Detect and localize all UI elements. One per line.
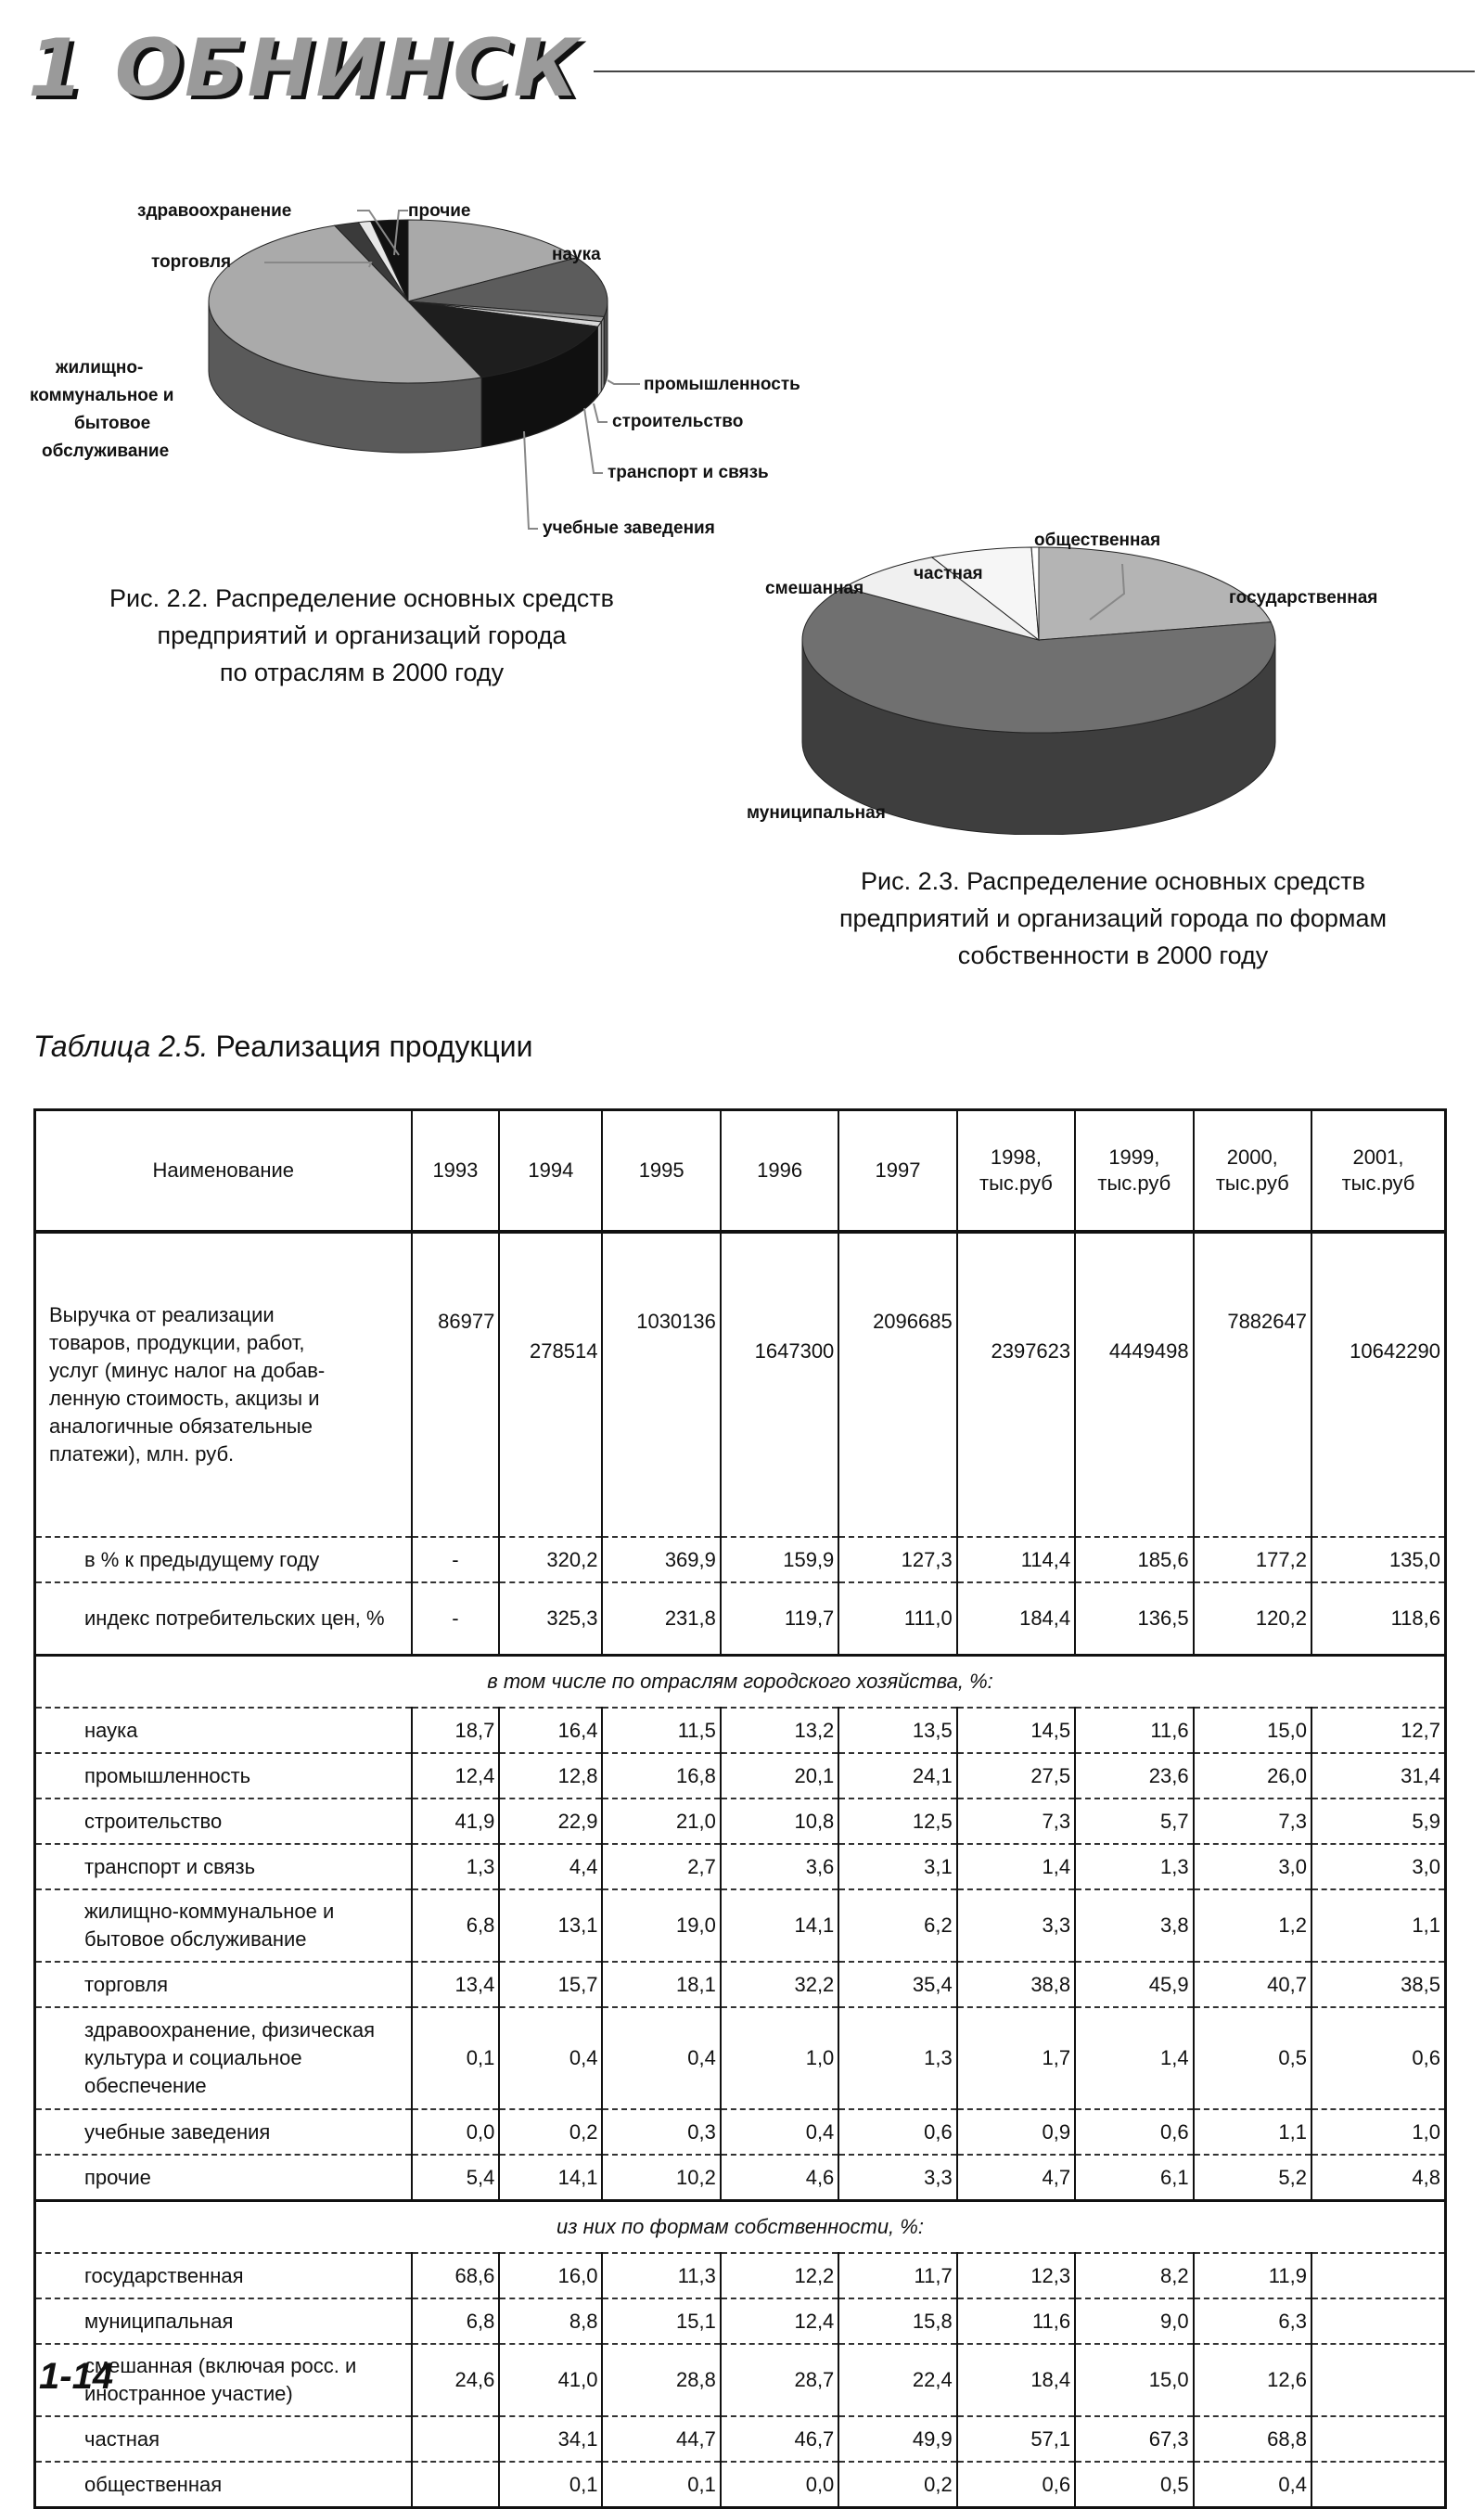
header-line: тыс.руб bbox=[1097, 1171, 1171, 1195]
label-housing-1: жилищно- bbox=[56, 358, 144, 378]
cell-value: 1,0 bbox=[1311, 2109, 1446, 2155]
header-line: тыс.руб bbox=[1341, 1171, 1415, 1195]
cell-value: 22,4 bbox=[838, 2344, 956, 2416]
cell-value: 14,1 bbox=[499, 2155, 602, 2201]
label-construction: строительство bbox=[612, 412, 744, 431]
row-name: прочие bbox=[35, 2155, 412, 2201]
cell-value: 4,8 bbox=[1311, 2155, 1446, 2201]
pie-chart-industries-svg bbox=[0, 158, 909, 557]
cell-value: 15,1 bbox=[602, 2298, 720, 2344]
cell-value: 0,9 bbox=[957, 2109, 1075, 2155]
column-header-year bbox=[1311, 1110, 1446, 1233]
row-name-line: Выручка от реализации bbox=[49, 1303, 275, 1326]
cell-value: 46,7 bbox=[721, 2416, 838, 2462]
cell-value: 135,0 bbox=[1311, 1537, 1446, 1582]
cell-value: 22,9 bbox=[499, 1799, 602, 1844]
cell-value: 41,0 bbox=[499, 2344, 602, 2416]
cell-value bbox=[1311, 2462, 1446, 2508]
label-transport: транспорт и связь bbox=[608, 463, 769, 482]
pie-chart-ownership-svg bbox=[723, 519, 1484, 835]
label-state: государственная bbox=[1229, 588, 1378, 608]
table-row bbox=[35, 1962, 1446, 2007]
cell-value: 4,7 bbox=[957, 2155, 1075, 2201]
cell-value: 6,8 bbox=[412, 2298, 500, 2344]
cell-value: 18,7 bbox=[412, 1708, 500, 1753]
cell-value: 12,3 bbox=[957, 2253, 1075, 2298]
cell-value: 1,7 bbox=[957, 2007, 1075, 2109]
cell-value: 3,6 bbox=[721, 1844, 838, 1889]
cell-value: 49,9 bbox=[838, 2416, 956, 2462]
row-name: индекс потребительских цен, % bbox=[35, 1582, 412, 1656]
header-line: 2001, bbox=[1352, 1146, 1404, 1169]
cell-value: 18,4 bbox=[957, 2344, 1075, 2416]
row-name: государственная bbox=[35, 2253, 412, 2298]
cell-value: 28,7 bbox=[721, 2344, 838, 2416]
cell-value: 0,4 bbox=[602, 2007, 720, 2109]
row-name: промышленность bbox=[35, 1753, 412, 1799]
label-mixed: смешанная bbox=[765, 579, 864, 598]
row-name: наука bbox=[35, 1708, 412, 1753]
cell-value: 15,0 bbox=[1194, 1708, 1311, 1753]
table-number: Таблица 2.5. bbox=[33, 1030, 209, 1063]
cell-value: 0,4 bbox=[1194, 2462, 1311, 2508]
cell-value: 0,6 bbox=[1075, 2109, 1193, 2155]
cell-value: 13,2 bbox=[721, 1708, 838, 1753]
table-row bbox=[35, 1582, 1446, 1656]
cell-value: 7,3 bbox=[957, 1799, 1075, 1844]
cell-value: 11,5 bbox=[602, 1708, 720, 1753]
cell-value: 20,1 bbox=[721, 1753, 838, 1799]
cell-value: 7882647 bbox=[1194, 1232, 1311, 1537]
cell-value: 5,7 bbox=[1075, 1799, 1193, 1844]
cell-value: 16,0 bbox=[499, 2253, 602, 2298]
cell-value: 0,0 bbox=[412, 2109, 500, 2155]
row-name: жилищно-коммунальное и бытовое обслуживание bbox=[35, 1889, 412, 1962]
label-municipal: муниципальная bbox=[747, 803, 886, 823]
section-title: в том числе по отраслям городского хозяйства, %: bbox=[35, 1656, 1446, 1709]
cell-value: 5,4 bbox=[412, 2155, 500, 2201]
cell-value: 11,3 bbox=[602, 2253, 720, 2298]
cell-value: 14,5 bbox=[957, 1708, 1075, 1753]
column-header-year: 1996 bbox=[721, 1110, 838, 1233]
cell-value: 19,0 bbox=[602, 1889, 720, 1962]
cell-value: 184,4 bbox=[957, 1582, 1075, 1656]
cell-value bbox=[1311, 2416, 1446, 2462]
column-header-year bbox=[1194, 1110, 1311, 1233]
cell-value: 4,6 bbox=[721, 2155, 838, 2201]
cell-value: 10642290 bbox=[1311, 1232, 1446, 1537]
cell-value: 118,6 bbox=[1311, 1582, 1446, 1656]
cell-value: 8,2 bbox=[1075, 2253, 1193, 2298]
cell-value bbox=[1311, 2344, 1446, 2416]
cell-value: 1,4 bbox=[957, 1844, 1075, 1889]
header-line: 1999, bbox=[1108, 1146, 1160, 1169]
cell-value: 35,4 bbox=[838, 1962, 956, 2007]
cell-value: 31,4 bbox=[1311, 1753, 1446, 1799]
section-header-row bbox=[35, 2201, 1446, 2254]
column-header-year: 1995 bbox=[602, 1110, 720, 1233]
cell-value: 34,1 bbox=[499, 2416, 602, 2462]
cell-value: 44,7 bbox=[602, 2416, 720, 2462]
row-name: смешанная (включая росс. и иностранное участие) bbox=[35, 2344, 412, 2416]
cell-value: 86977 bbox=[412, 1232, 500, 1537]
cell-value: 18,1 bbox=[602, 1962, 720, 2007]
cell-value: 1,3 bbox=[1075, 1844, 1193, 1889]
sales-table bbox=[33, 1108, 1447, 2509]
cell-value: 38,8 bbox=[957, 1962, 1075, 2007]
cell-value: 0,6 bbox=[957, 2462, 1075, 2508]
cell-value: 15,7 bbox=[499, 1962, 602, 2007]
cell-value: 4449498 bbox=[1075, 1232, 1193, 1537]
table-row bbox=[35, 2155, 1446, 2201]
cell-value: 0,1 bbox=[499, 2462, 602, 2508]
table-row-revenue bbox=[35, 1232, 1446, 1537]
cell-value: 57,1 bbox=[957, 2416, 1075, 2462]
cell-value: 119,7 bbox=[721, 1582, 838, 1656]
row-name: транспорт и связь bbox=[35, 1844, 412, 1889]
header-line: 1998, bbox=[990, 1146, 1042, 1169]
label-public: общественная bbox=[1034, 531, 1161, 550]
cell-value bbox=[412, 2462, 500, 2508]
cell-value: 11,6 bbox=[1075, 1708, 1193, 1753]
cell-value: - bbox=[412, 1537, 500, 1582]
table-row bbox=[35, 2109, 1446, 2155]
header-line: тыс.руб bbox=[979, 1171, 1053, 1195]
row-name: частная bbox=[35, 2416, 412, 2462]
cell-value: 38,5 bbox=[1311, 1962, 1446, 2007]
cell-value: 10,8 bbox=[721, 1799, 838, 1844]
cell-value: 6,2 bbox=[838, 1889, 956, 1962]
cell-value: 3,3 bbox=[957, 1889, 1075, 1962]
cell-value: 0,1 bbox=[412, 2007, 500, 2109]
cell-value: 0,4 bbox=[499, 2007, 602, 2109]
label-science: наука bbox=[552, 245, 601, 264]
figure-2-2-caption bbox=[37, 580, 686, 691]
cell-value: 0,0 bbox=[721, 2462, 838, 2508]
table-row bbox=[35, 1889, 1446, 1962]
cell-value: 369,9 bbox=[602, 1537, 720, 1582]
cell-value: 0,5 bbox=[1194, 2007, 1311, 2109]
column-header-year: 1994 bbox=[499, 1110, 602, 1233]
cell-value: 278514 bbox=[499, 1232, 602, 1537]
row-name-line: аналогичные обязательные bbox=[49, 1415, 313, 1438]
table-title bbox=[33, 1030, 532, 1064]
cell-value: 41,9 bbox=[412, 1799, 500, 1844]
cell-value: 7,3 bbox=[1194, 1799, 1311, 1844]
table-row bbox=[35, 1708, 1446, 1753]
cell-value: 1,2 bbox=[1194, 1889, 1311, 1962]
page-number: 1-14 bbox=[39, 2356, 114, 2397]
cell-value: 21,0 bbox=[602, 1799, 720, 1844]
cell-value: 1030136 bbox=[602, 1232, 720, 1537]
cell-value: 0,6 bbox=[1311, 2007, 1446, 2109]
row-name bbox=[35, 1232, 412, 1537]
cell-value: 12,7 bbox=[1311, 1708, 1446, 1753]
cell-value: 111,0 bbox=[838, 1582, 956, 1656]
row-name: строительство bbox=[35, 1799, 412, 1844]
column-header-name: Наименование bbox=[35, 1110, 412, 1233]
cell-value: 177,2 bbox=[1194, 1537, 1311, 1582]
cell-value: 320,2 bbox=[499, 1537, 602, 1582]
caption-line: по отраслям в 2000 году bbox=[219, 659, 505, 686]
cell-value: 1,1 bbox=[1311, 1889, 1446, 1962]
cell-value: 67,3 bbox=[1075, 2416, 1193, 2462]
cell-value: - bbox=[412, 1582, 500, 1656]
cell-value: 68,6 bbox=[412, 2253, 500, 2298]
cell-value: 13,1 bbox=[499, 1889, 602, 1962]
table-row bbox=[35, 1844, 1446, 1889]
cell-value: 10,2 bbox=[602, 2155, 720, 2201]
label-housing-2: коммунальное и bbox=[30, 386, 174, 405]
page-header bbox=[28, 22, 1475, 115]
row-name-line: услуг (минус налог на добав- bbox=[49, 1359, 326, 1382]
row-name: учебные заведения bbox=[35, 2109, 412, 2155]
cell-value: 3,8 bbox=[1075, 1889, 1193, 1962]
cell-value: 2397623 bbox=[957, 1232, 1075, 1537]
label-housing-4: обслуживание bbox=[42, 442, 170, 461]
row-name: в % к предыдущему году bbox=[35, 1537, 412, 1582]
cell-value bbox=[1311, 2298, 1446, 2344]
cell-value: 2,7 bbox=[602, 1844, 720, 1889]
label-private: частная bbox=[914, 564, 983, 583]
cell-value: 24,6 bbox=[412, 2344, 500, 2416]
table-row bbox=[35, 1753, 1446, 1799]
cell-value: 1,0 bbox=[721, 2007, 838, 2109]
cell-value: 12,4 bbox=[721, 2298, 838, 2344]
cell-value: 12,2 bbox=[721, 2253, 838, 2298]
cell-value: 9,0 bbox=[1075, 2298, 1193, 2344]
pie-chart-ownership bbox=[723, 519, 1484, 835]
cell-value: 12,5 bbox=[838, 1799, 956, 1844]
cell-value: 11,9 bbox=[1194, 2253, 1311, 2298]
cell-value: 0,2 bbox=[838, 2462, 956, 2508]
cell-value: 5,9 bbox=[1311, 1799, 1446, 1844]
cell-value: 3,0 bbox=[1311, 1844, 1446, 1889]
caption-line: предприятий и организаций города по формам bbox=[838, 904, 1388, 932]
cell-value: 0,2 bbox=[499, 2109, 602, 2155]
row-name-line: товаров, продукции, работ, bbox=[49, 1331, 305, 1354]
cell-value: 1,1 bbox=[1194, 2109, 1311, 2155]
table-row bbox=[35, 1799, 1446, 1844]
cell-value: 13,5 bbox=[838, 1708, 956, 1753]
label-housing-3: бытовое bbox=[74, 414, 151, 433]
label-education: учебные заведения bbox=[543, 518, 715, 538]
table-name: Реализация продукции bbox=[215, 1030, 533, 1063]
cell-value: 231,8 bbox=[602, 1582, 720, 1656]
cell-value: 5,2 bbox=[1194, 2155, 1311, 2201]
cell-value: 68,8 bbox=[1194, 2416, 1311, 2462]
cell-value: 1,4 bbox=[1075, 2007, 1193, 2109]
cell-value: 14,1 bbox=[721, 1889, 838, 1962]
row-name: муниципальная bbox=[35, 2298, 412, 2344]
cell-value: 8,8 bbox=[499, 2298, 602, 2344]
cell-value: 185,6 bbox=[1075, 1537, 1193, 1582]
cell-value: 159,9 bbox=[721, 1537, 838, 1582]
cell-value: 13,4 bbox=[412, 1962, 500, 2007]
cell-value: 0,4 bbox=[721, 2109, 838, 2155]
caption-line: Рис. 2.2. Распределение основных средств bbox=[109, 584, 614, 612]
cell-value: 127,3 bbox=[838, 1537, 956, 1582]
table-row bbox=[35, 2007, 1446, 2109]
label-other: прочие bbox=[408, 201, 471, 221]
cell-value: 28,8 bbox=[602, 2344, 720, 2416]
table-row bbox=[35, 2462, 1446, 2508]
pie-chart-industries bbox=[0, 158, 909, 557]
cell-value: 3,1 bbox=[838, 1844, 956, 1889]
cell-value: 1647300 bbox=[721, 1232, 838, 1537]
column-header-year: 1997 bbox=[838, 1110, 956, 1233]
label-health: здравоохранение bbox=[137, 201, 292, 221]
cell-value: 11,6 bbox=[957, 2298, 1075, 2344]
cell-value: 3,3 bbox=[838, 2155, 956, 2201]
cell-value: 0,5 bbox=[1075, 2462, 1193, 2508]
cell-value bbox=[412, 2416, 500, 2462]
column-header-year bbox=[1075, 1110, 1193, 1233]
label-industry: промышленность bbox=[644, 375, 800, 394]
table-row bbox=[35, 2298, 1446, 2344]
row-name: общественная bbox=[35, 2462, 412, 2508]
header-line: тыс.руб bbox=[1215, 1171, 1289, 1195]
cell-value: 0,1 bbox=[602, 2462, 720, 2508]
cell-value: 325,3 bbox=[499, 1582, 602, 1656]
cell-value: 24,1 bbox=[838, 1753, 956, 1799]
cell-value: 1,3 bbox=[838, 2007, 956, 2109]
cell-value: 12,4 bbox=[412, 1753, 500, 1799]
cell-value: 27,5 bbox=[957, 1753, 1075, 1799]
cell-value: 12,6 bbox=[1194, 2344, 1311, 2416]
cell-value: 3,0 bbox=[1194, 1844, 1311, 1889]
label-trade: торговля bbox=[151, 252, 232, 272]
caption-line: Рис. 2.3. Распределение основных средств bbox=[861, 867, 1365, 895]
cell-value: 26,0 bbox=[1194, 1753, 1311, 1799]
caption-line: собственности в 2000 году bbox=[957, 941, 1269, 969]
table-row bbox=[35, 2344, 1446, 2416]
cell-value: 136,5 bbox=[1075, 1582, 1193, 1656]
cell-value: 23,6 bbox=[1075, 1753, 1193, 1799]
row-name: торговля bbox=[35, 1962, 412, 2007]
cell-value: 6,1 bbox=[1075, 2155, 1193, 2201]
row-name-line: платежи), млн. руб. bbox=[49, 1442, 235, 1466]
cell-value: 4,4 bbox=[499, 1844, 602, 1889]
cell-value: 114,4 bbox=[957, 1537, 1075, 1582]
cell-value: 15,8 bbox=[838, 2298, 956, 2344]
row-name-line: ленную стоимость, акцизы и bbox=[49, 1387, 320, 1410]
row-name: здравоохранение, физическая культура и социальное обеспечение bbox=[35, 2007, 412, 2109]
section-header-row bbox=[35, 1656, 1446, 1709]
city-title: 1 ОБНИНСК bbox=[28, 26, 594, 111]
table-row bbox=[35, 2416, 1446, 2462]
table-header-row bbox=[35, 1110, 1446, 1233]
cell-value: 1,3 bbox=[412, 1844, 500, 1889]
cell-value: 0,6 bbox=[838, 2109, 956, 2155]
section-title: из них по формам собственности, %: bbox=[35, 2201, 1446, 2254]
table-row bbox=[35, 2253, 1446, 2298]
column-header-year: 1993 bbox=[412, 1110, 500, 1233]
cell-value: 6,8 bbox=[412, 1889, 500, 1962]
cell-value: 120,2 bbox=[1194, 1582, 1311, 1656]
cell-value: 16,4 bbox=[499, 1708, 602, 1753]
column-header-year bbox=[957, 1110, 1075, 1233]
cell-value: 15,0 bbox=[1075, 2344, 1193, 2416]
figure-2-3-caption bbox=[779, 863, 1447, 974]
cell-value bbox=[1311, 2253, 1446, 2298]
table-row bbox=[35, 1537, 1446, 1582]
cell-value: 45,9 bbox=[1075, 1962, 1193, 2007]
pie1-side-3 bbox=[597, 322, 601, 396]
cell-value: 12,8 bbox=[499, 1753, 602, 1799]
cell-value: 32,2 bbox=[721, 1962, 838, 2007]
header-line: 2000, bbox=[1226, 1146, 1278, 1169]
cell-value: 40,7 bbox=[1194, 1962, 1311, 2007]
cell-value: 11,7 bbox=[838, 2253, 956, 2298]
cell-value: 6,3 bbox=[1194, 2298, 1311, 2344]
cell-value: 2096685 bbox=[838, 1232, 956, 1537]
cell-value: 16,8 bbox=[602, 1753, 720, 1799]
cell-value: 0,3 bbox=[602, 2109, 720, 2155]
caption-line: предприятий и организаций города bbox=[157, 621, 567, 649]
